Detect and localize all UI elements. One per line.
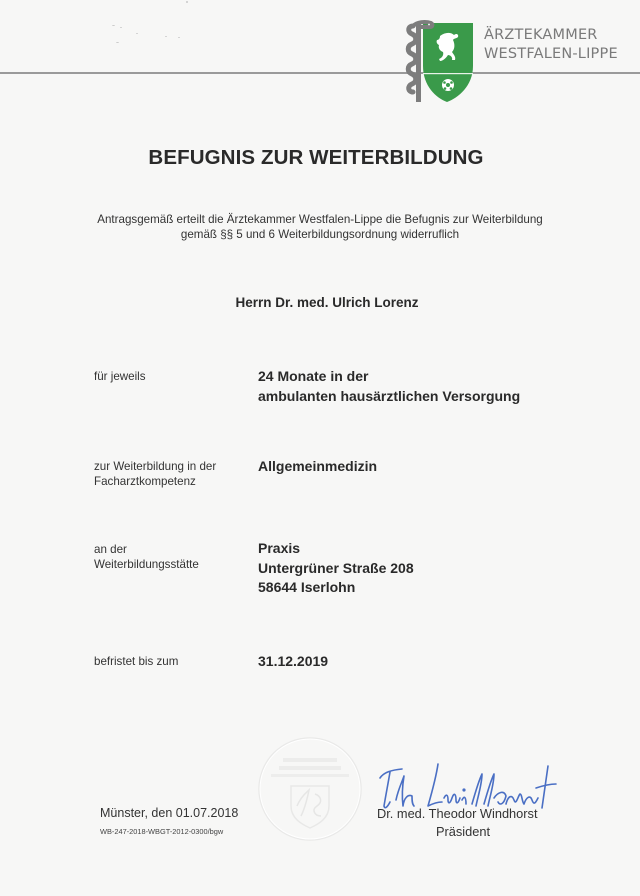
document-title: BEFUGNIS ZUR WEITERBILDUNG (148, 146, 484, 169)
field-label-line: für jeweils (94, 370, 146, 383)
field-label-training-site (94, 542, 199, 572)
field-value-line: 24 Monate in der (258, 368, 369, 384)
field-value-valid-until (258, 652, 328, 672)
field-value-line: Untergrüner Straße 208 (258, 559, 414, 576)
signer-name: Dr. med. Theodor Windhorst (377, 806, 538, 821)
field-label-line: Weiterbildungsstätte (94, 558, 199, 571)
field-value-line: Praxis (258, 540, 301, 556)
scan-speck (120, 27, 122, 28)
embossed-seal-icon (257, 736, 363, 842)
field-label-line: zur Weiterbildung in der (94, 460, 217, 473)
field-label-line: befristet bis zum (94, 655, 179, 668)
field-value-line: 58644 Iserlohn (258, 579, 356, 595)
aerztekammer-logo-icon (403, 18, 478, 104)
field-value-line: 31.12.2019 (258, 653, 329, 669)
field-label-line: Facharztkompetenz (94, 475, 196, 488)
organization-name-line2: WESTFALEN-LIPPE (484, 46, 618, 62)
field-value-line: ambulanten hausärztlichen Versorgung (258, 387, 521, 404)
scan-speck (136, 33, 138, 34)
field-value-line: Allgemeinmedizin (258, 458, 378, 474)
field-label-valid-until (94, 654, 178, 669)
header-rule (0, 72, 640, 74)
scan-speck (178, 37, 180, 38)
organization-name-line1: ÄRZTEKAMMER (484, 27, 598, 43)
place-and-date: Münster, den 01.07.2018 (100, 806, 239, 820)
field-value-training-site (258, 539, 414, 598)
field-value-specialty (258, 457, 377, 477)
intro-line-1: Antragsgemäß erteilt die Ärztekammer Westfalen-Lippe die Befugnis zur Weiterbildung (97, 213, 543, 226)
scan-speck (116, 42, 119, 43)
field-value-duration (258, 367, 520, 406)
scan-speck (186, 1, 188, 3)
intro-line-2: gemäß §§ 5 und 6 Weiterbildungsordnung widerruflich (180, 228, 460, 241)
recipient-name: Herrn Dr. med. Ulrich Lorenz (235, 295, 419, 310)
field-label-line: an der (94, 543, 127, 556)
intro-text (0, 212, 640, 242)
reference-number: WB-247-2018-WBGT-2012-0300/bgw (100, 827, 224, 836)
scan-speck (165, 36, 167, 37)
field-label-specialty (94, 459, 216, 489)
field-label-duration (94, 369, 146, 384)
signer-role: Präsident (436, 824, 491, 839)
scan-speck (112, 25, 115, 26)
organization-name (484, 26, 618, 64)
